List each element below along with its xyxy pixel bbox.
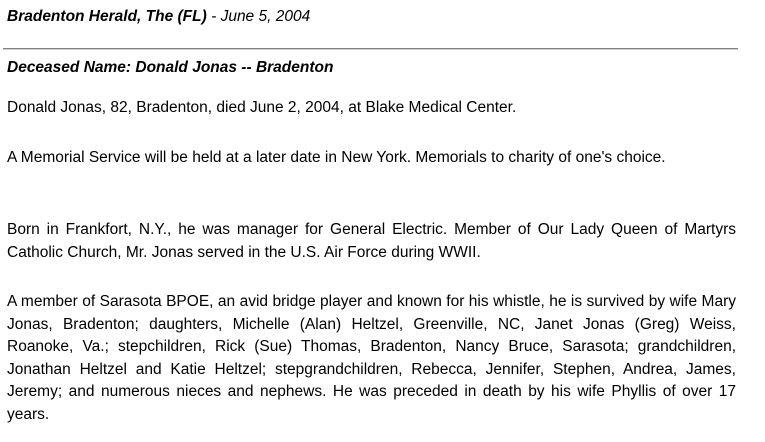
obituary-paragraph-death: Donald Jonas, 82, Bradenton, died June 2, 2004, at Blake Medical Center.	[7, 99, 517, 116]
obituary-paragraph-survivors: A member of Sarasota BPOE, an avid bridge player and known for his whistle, he is survived by wife Mary Jonas, Bradenton; daughters, Michelle (Alan) Heltzel, Greenville, NC, Janet Jonas (Greg) Weiss, Roanoke, Va.; stepchildren, Rick (Sue) Thomas, Bradenton, Nancy Bruce, Sarasota; grandchildren, Jonathan Heltzel and Katie Heltzel; stepgrandchildren, Rebecca, Jennifer, Stephen, Andrea, James, Jeremy; and numerous nieces and nephews. He was preceded in death by his wife Phyllis of over 17 years.	[7, 293, 736, 423]
source-line	[7, 8, 310, 26]
publication-name: Bradenton Herald, The (FL)	[7, 8, 207, 25]
obituary-paragraph-memorial: A Memorial Service will be held at a later date in New York. Memorials to charity of one's choice.	[7, 149, 666, 166]
publication-date: - June 5, 2004	[206, 8, 311, 25]
obituary-paragraph-biography: Born in Frankfort, N.Y., he was manager for General Electric. Member of Our Lady Queen of Martyrs Catholic Church, Mr. Jonas served in the U.S. Air Force during WWII.	[7, 221, 736, 261]
horizontal-divider	[3, 48, 738, 50]
deceased-name-heading: Deceased Name: Donald Jonas -- Bradenton	[7, 59, 334, 76]
